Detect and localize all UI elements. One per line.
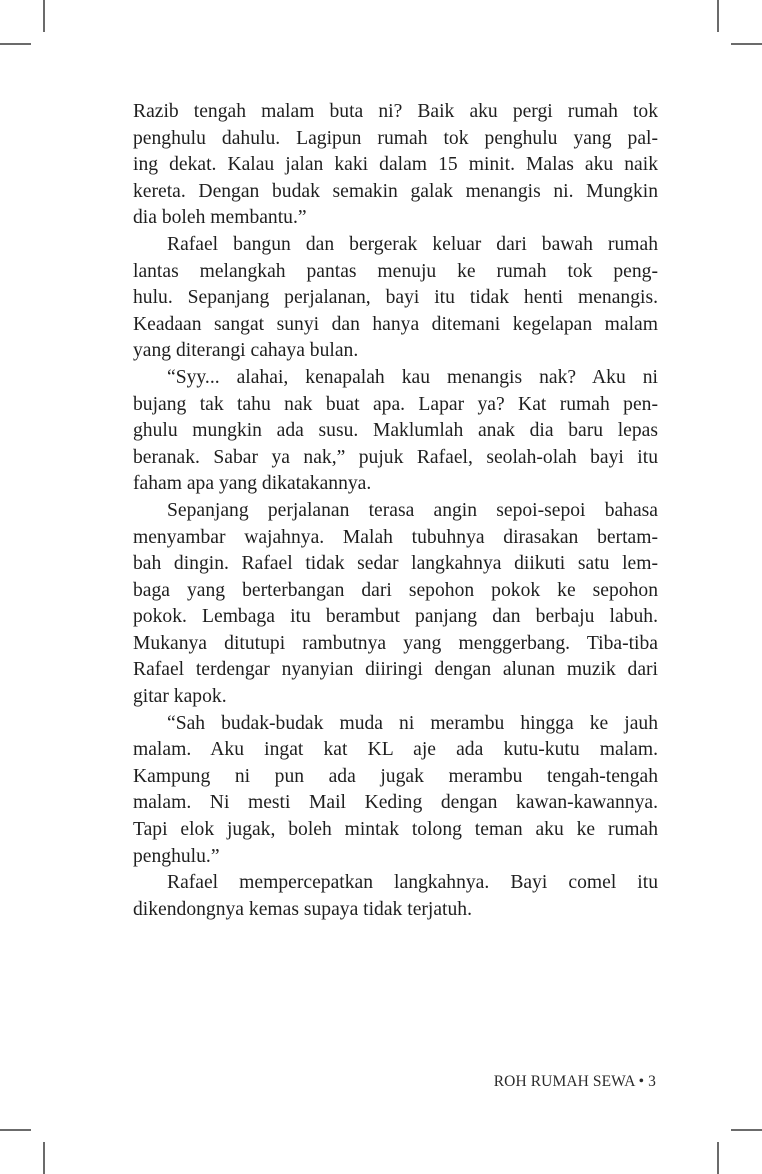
paragraph bbox=[133, 498, 658, 711]
text-line: lantas melangkah pantas menuju ke rumah tok peng- bbox=[133, 260, 658, 282]
text-line: Sepanjang perjalanan terasa angin sepoi-sepoi bahasa bbox=[167, 499, 658, 521]
text-line: beranak. Sabar ya nak,” pujuk Rafael, seolah-olah bayi itu bbox=[133, 446, 658, 468]
text-line: pokok. Lembaga itu berambut panjang dan berbaju labuh. bbox=[133, 606, 658, 628]
text-line: Mukanya ditutupi rambutnya yang menggerbang. Tiba-tiba bbox=[133, 632, 658, 654]
text-line: Rafael bangun dan bergerak keluar dari bawah rumah bbox=[167, 233, 658, 255]
text-line: penghulu.” bbox=[133, 845, 220, 867]
text-line: gitar kapok. bbox=[133, 686, 227, 708]
text-line: “Syy... alahai, kenapalah kau menangis nak? Aku ni bbox=[167, 366, 658, 388]
running-title: ROH RUMAH SEWA bbox=[493, 1073, 635, 1090]
text-line: dikendongnya kemas supaya tidak terjatuh. bbox=[133, 898, 472, 920]
page-footer bbox=[460, 1073, 656, 1091]
crop-mark-top-left-vertical bbox=[43, 0, 45, 32]
text-line: yang diterangi cahaya bulan. bbox=[133, 340, 359, 362]
text-line: penghulu dahulu. Lagipun rumah tok penghulu yang pal- bbox=[133, 127, 658, 149]
text-line: Razib tengah malam buta ni? Baik aku pergi rumah tok bbox=[133, 101, 658, 122]
text-line: kereta. Dengan budak semakin galak menangis ni. Mungkin bbox=[133, 180, 658, 202]
text-line: bujang tak tahu nak buat apa. Lapar ya? Kat rumah pen- bbox=[133, 393, 658, 415]
crop-mark-bottom-right-vertical bbox=[717, 1142, 719, 1174]
text-line: dia boleh membantu.” bbox=[133, 207, 307, 229]
crop-mark-top-right-horizontal bbox=[731, 43, 762, 45]
paragraph bbox=[133, 99, 658, 232]
text-line: faham apa yang dikatakannya. bbox=[133, 473, 372, 495]
crop-mark-top-right-vertical bbox=[717, 0, 719, 32]
text-line: Kampung ni pun ada jugak merambu tengah-tengah bbox=[133, 765, 658, 787]
paragraph bbox=[133, 711, 658, 871]
footer-separator: • bbox=[638, 1073, 645, 1090]
paragraph bbox=[133, 232, 658, 365]
crop-mark-bottom-right-horizontal bbox=[731, 1129, 762, 1131]
text-line: Keadaan sangat sunyi dan hanya ditemani kegelapan malam bbox=[133, 313, 658, 335]
paragraph bbox=[133, 870, 658, 923]
text-line: menyambar wajahnya. Malah tubuhnya dirasakan bertam- bbox=[133, 526, 658, 548]
crop-mark-bottom-left-vertical bbox=[43, 1142, 45, 1174]
text-line: Rafael terdengar nyanyian diiringi dengan alunan muzik dari bbox=[133, 659, 658, 681]
text-line: ghulu mungkin ada susu. Maklumlah anak dia baru lepas bbox=[133, 420, 658, 442]
text-line: Tapi elok jugak, boleh mintak tolong teman aku ke rumah bbox=[133, 819, 658, 841]
text-line: malam. Aku ingat kat KL aje ada kutu-kutu malam. bbox=[133, 739, 658, 761]
body-text bbox=[133, 99, 658, 923]
text-line: bah dingin. Rafael tidak sedar langkahnya diikuti satu lem- bbox=[133, 553, 658, 575]
crop-mark-bottom-left-horizontal bbox=[0, 1129, 31, 1131]
text-line: “Sah budak-budak muda ni merambu hingga ke jauh bbox=[167, 712, 658, 734]
page-number: 3 bbox=[648, 1073, 656, 1090]
text-line: Rafael mempercepatkan langkahnya. Bayi comel itu bbox=[167, 872, 658, 894]
text-line: malam. Ni mesti Mail Keding dengan kawan-kawannya. bbox=[133, 792, 658, 814]
paragraph bbox=[133, 365, 658, 498]
text-line: ing dekat. Kalau jalan kaki dalam 15 minit. Malas aku naik bbox=[133, 154, 658, 176]
text-line: hulu. Sepanjang perjalanan, bayi itu tidak henti menangis. bbox=[133, 287, 658, 309]
text-line: baga yang berterbangan dari sepohon pokok ke sepohon bbox=[133, 579, 658, 601]
crop-mark-top-left-horizontal bbox=[0, 43, 31, 45]
